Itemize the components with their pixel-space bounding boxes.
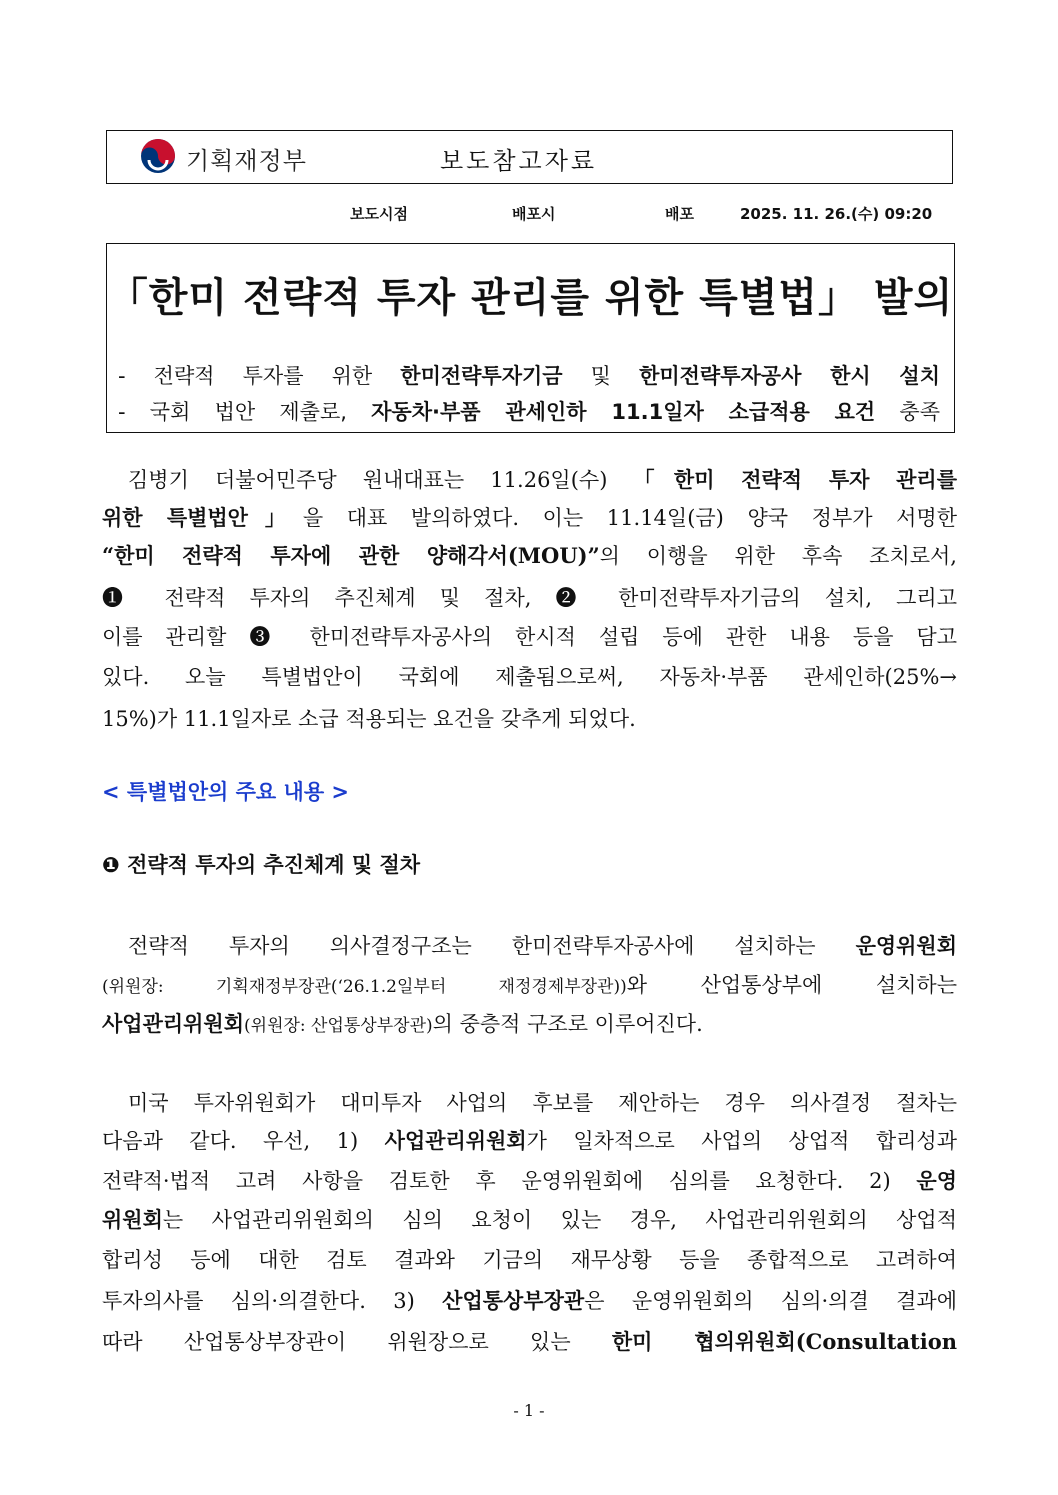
distribution-datetime: 2025. 11. 26.(수) 09:20 bbox=[740, 205, 933, 223]
release-timing-label: 보도시점 bbox=[350, 205, 408, 223]
distribution-label: 배포 bbox=[665, 205, 694, 223]
page-number: - 1 - bbox=[513, 1401, 545, 1420]
section-1-title: ❶ 전략적 투자의 추진체계 및 절차 bbox=[102, 853, 421, 877]
main-title: 「한미 전략적 투자 관리를 위한 특별법」 발의 bbox=[107, 275, 954, 321]
paragraph-1-line-5: 이를 관리할 ❸ 한미전략투자공사의 한시적 설립 등에 관한 내용 등을 담고 bbox=[102, 625, 957, 649]
paragraph-3-line-6: 투자의사를 심의·의결한다. 3) 산업통상부장관은 운영위원회의 심의·의결 결과에 bbox=[102, 1288, 957, 1313]
paragraph-3-line-4: 위원회는 사업관리위원회의 심의 요청이 있는 경우, 사업관리위원회의 상업적 bbox=[102, 1207, 957, 1232]
ministry-name: 기획재정부 bbox=[186, 147, 307, 175]
paragraph-1-line-3: “한미 전략적 투자에 관한 양해각서(MOU)”의 이행을 위한 후속 조치로서, bbox=[102, 543, 957, 568]
government-logo-icon bbox=[140, 138, 176, 174]
paragraph-1-line-1: 김병기 더불어민주당 원내대표는 11.26일(수) 「한미 전략적 투자 관리를 bbox=[128, 467, 958, 492]
paragraph-2-line-1: 전략적 투자의 의사결정구조는 한미전략투자공사에 설치하는 운영위원회 bbox=[128, 933, 957, 958]
release-timing-value: 배포시 bbox=[512, 205, 556, 223]
paragraph-1-line-2: 위한 특별법안」을 대표 발의하였다. 이는 11.14일(금) 양국 정부가 서명한 bbox=[102, 505, 957, 530]
paragraph-2-line-3: 사업관리위원회(위원장: 산업통상부장관)의 중층적 구조로 이루어진다. bbox=[102, 1011, 703, 1036]
section-heading: < 특별법안의 주요 내용 > bbox=[102, 780, 350, 804]
paragraph-3-line-5: 합리성 등에 대한 검토 결과와 기금의 재무상황 등을 종합적으로 고려하여 bbox=[102, 1248, 957, 1272]
subtitle-1: - 전략적 투자를 위한 한미전략투자기금 및 한미전략투자공사 한시 설치 bbox=[118, 364, 940, 388]
paragraph-1-line-7: 15%)가 11.1일자로 소급 적용되는 요건을 갖추게 되었다. bbox=[102, 707, 636, 731]
paragraph-1-line-4: ❶ 전략적 투자의 추진체계 및 절차, ❷ 한미전략투자기금의 설치, 그리고 bbox=[102, 586, 957, 610]
paragraph-2-line-2: (위원장: 기획재정부장관(‘26.1.2일부터 재정경제부장관))와 산업통상부에 설치하는 bbox=[102, 973, 958, 997]
document-type: 보도참고자료 bbox=[440, 147, 598, 175]
paragraph-3-line-7: 따라 산업통상부장관이 위원장으로 있는 한미 협의위원회(Consultation bbox=[102, 1329, 957, 1354]
paragraph-3-line-1: 미국 투자위원회가 대미투자 사업의 후보를 제안하는 경우 의사결정 절차는 bbox=[128, 1091, 957, 1115]
paragraph-3-line-3: 전략적·법적 고려 사항을 검토한 후 운영위원회에 심의를 요청한다. 2) 운영 bbox=[102, 1168, 957, 1193]
subtitle-2: - 국회 법안 제출로, 자동차·부품 관세인하 11.1일자 소급적용 요건 충족 bbox=[118, 400, 940, 424]
paragraph-1-line-6: 있다. 오늘 특별법안이 국회에 제출됨으로써, 자동차·부품 관세인하(25%→ bbox=[102, 665, 957, 689]
paragraph-3-line-2: 다음과 같다. 우선, 1) 사업관리위원회가 일차적으로 사업의 상업적 합리성과 bbox=[102, 1128, 957, 1153]
